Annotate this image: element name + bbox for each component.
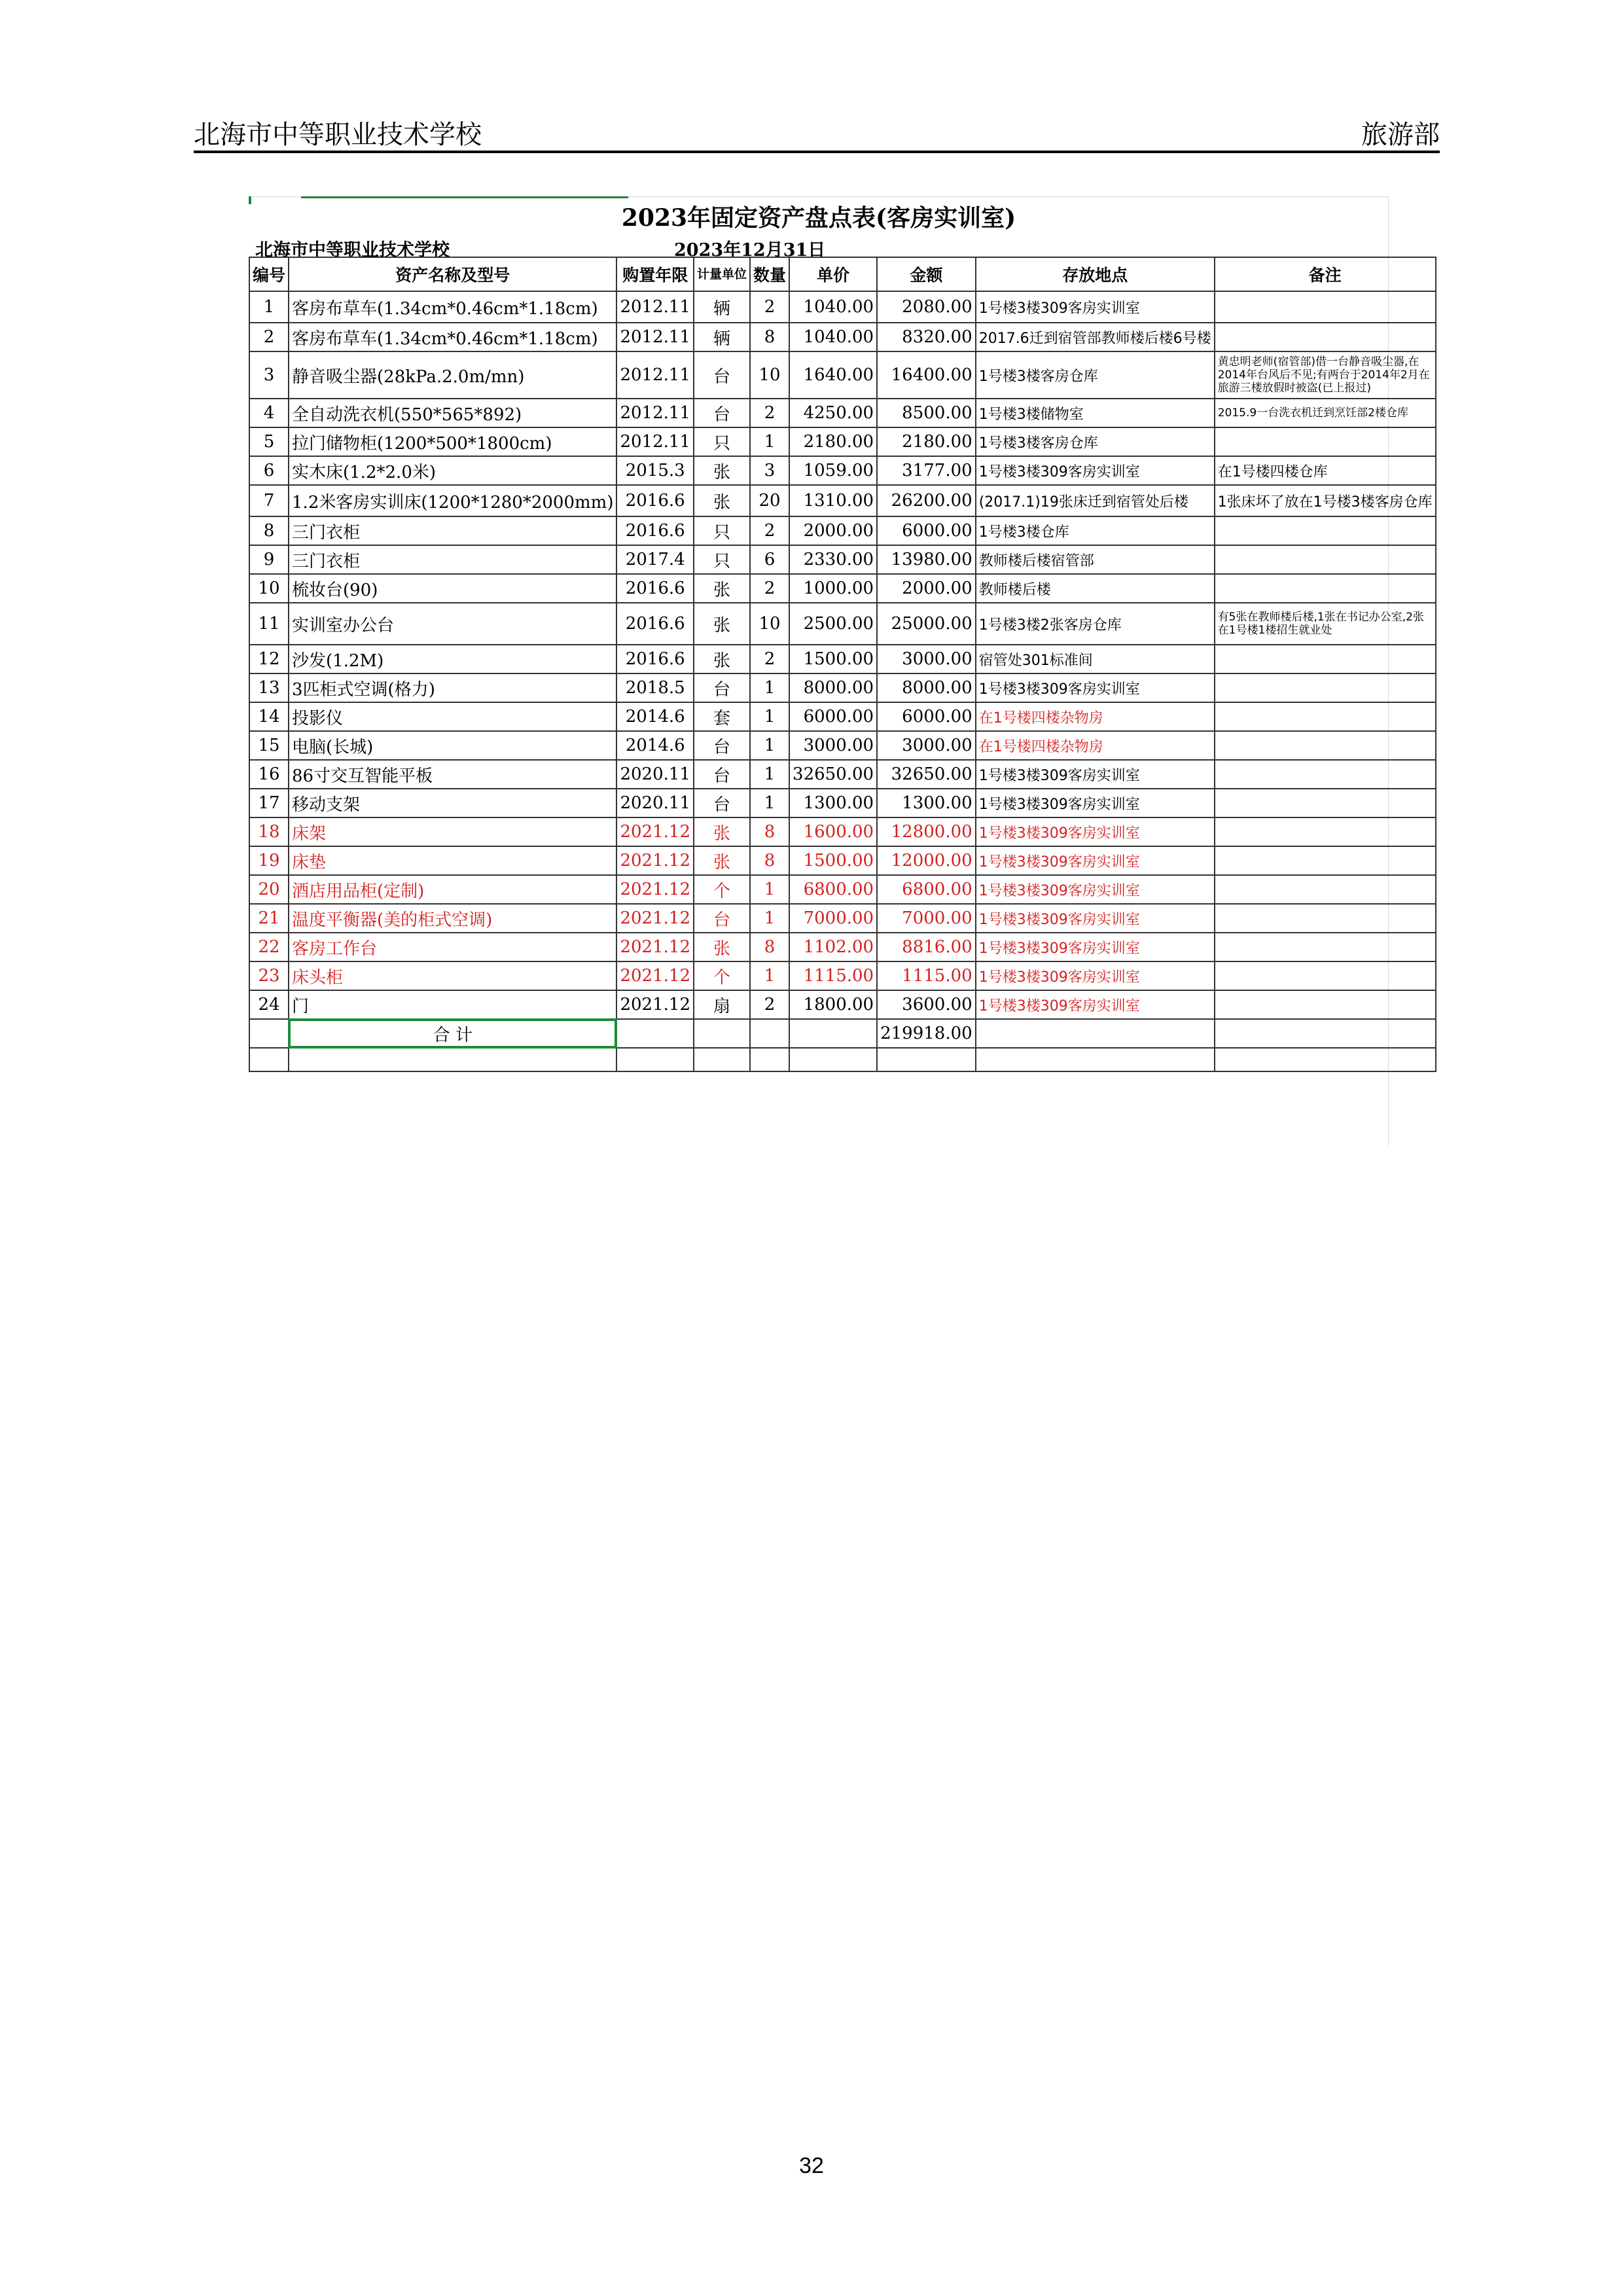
cell-price: 8000.00: [789, 673, 877, 702]
cell-qty: 3: [750, 456, 789, 485]
table-row: [249, 904, 1436, 933]
cell-location: 1号楼3楼309客房实训室: [976, 904, 1215, 933]
cell-unit: 只: [694, 545, 750, 574]
cell-location: 1号楼3楼309客房实训室: [976, 817, 1215, 846]
cell-remarks: [1215, 933, 1436, 961]
cell-amount: 2000.00: [877, 574, 976, 603]
cell-location: 1号楼3楼309客房实训室: [976, 933, 1215, 961]
cell-price: 1600.00: [789, 817, 877, 846]
cell-name: 实训室办公台: [289, 603, 616, 645]
col-no: 编号: [249, 257, 289, 291]
cell-amount: 8000.00: [877, 673, 976, 702]
col-year: 购置年限: [616, 257, 694, 291]
cell-remarks: [1215, 731, 1436, 760]
cell-remarks: [1215, 323, 1436, 351]
cell-location: 1号楼3楼309客房实训室: [976, 875, 1215, 904]
cell-location: 1号楼3楼309客房实训室: [976, 789, 1215, 817]
cell-qty: 8: [750, 817, 789, 846]
cell-unit: 张: [694, 574, 750, 603]
cell-price: 1310.00: [789, 485, 877, 516]
cell-no: 2: [249, 323, 289, 351]
table-row: [249, 933, 1436, 961]
cell-price: 2000.00: [789, 516, 877, 545]
table-row: [249, 323, 1436, 351]
cell-year: 2016.6: [616, 603, 694, 645]
cell-no: 5: [249, 427, 289, 456]
cell-location: 1号楼3楼309客房实训室: [976, 990, 1215, 1019]
cell-location: 教师楼后楼: [976, 574, 1215, 603]
cell-amount: 8320.00: [877, 323, 976, 351]
cell-unit: 张: [694, 456, 750, 485]
cell-unit: 张: [694, 485, 750, 516]
cell-year: 2012.11: [616, 427, 694, 456]
cell-price: 1115.00: [789, 961, 877, 990]
cell-name: 温度平衡器(美的柜式空调): [289, 904, 616, 933]
table-row: [249, 760, 1436, 789]
cell-unit: 辆: [694, 323, 750, 351]
cell-amount: 25000.00: [877, 603, 976, 645]
cell-unit: 张: [694, 817, 750, 846]
cell-no: 24: [249, 990, 289, 1019]
cell-year: 2021.12: [616, 846, 694, 875]
cell-no: 12: [249, 645, 289, 673]
cell-remarks: [1215, 875, 1436, 904]
cell-unit: 张: [694, 603, 750, 645]
table-header-row: [249, 257, 1436, 291]
cell-no: 19: [249, 846, 289, 875]
cell-empty: [750, 1048, 789, 1071]
col-price: 单价: [789, 257, 877, 291]
cell-year: 2021.12: [616, 933, 694, 961]
cell-remarks: 有5张在教师楼后楼,1张在书记办公室,2张在1号楼1楼招生就业处: [1215, 603, 1436, 645]
page-header: [194, 110, 1440, 153]
table-row: [249, 485, 1436, 516]
cell-name: 客房工作台: [289, 933, 616, 961]
page-number: 32: [799, 2153, 824, 2178]
cell-name: 客房布草车(1.34cm*0.46cm*1.18cm): [289, 291, 616, 323]
cell-amount: 2180.00: [877, 427, 976, 456]
cell-empty: [1215, 1019, 1436, 1048]
cell-qty: 1: [750, 702, 789, 731]
cell-year: 2021.12: [616, 990, 694, 1019]
cell-qty: 8: [750, 846, 789, 875]
cell-price: 1040.00: [789, 291, 877, 323]
cell-unit: 套: [694, 702, 750, 731]
inventory-sheet: [249, 196, 1433, 1145]
cell-qty: 1: [750, 904, 789, 933]
cell-year: 2015.3: [616, 456, 694, 485]
cell-year: 2012.11: [616, 399, 694, 427]
cell-price: 3000.00: [789, 731, 877, 760]
cell-unit: 只: [694, 516, 750, 545]
table-row: [249, 645, 1436, 673]
col-name: 资产名称及型号: [289, 257, 616, 291]
cell-remarks: [1215, 516, 1436, 545]
cell-empty: [877, 1048, 976, 1071]
selection-marker-top: [301, 196, 628, 198]
cell-empty: [694, 1048, 750, 1071]
cell-unit: 张: [694, 645, 750, 673]
cell-price: 1102.00: [789, 933, 877, 961]
cell-amount: 7000.00: [877, 904, 976, 933]
cell-name: 床头柜: [289, 961, 616, 990]
cell-year: 2016.6: [616, 645, 694, 673]
cell-amount: 16400.00: [877, 351, 976, 399]
cell-no: 16: [249, 760, 289, 789]
cell-location: 宿管处301标准间: [976, 645, 1215, 673]
cell-price: 1059.00: [789, 456, 877, 485]
col-remarks: 备注: [1215, 257, 1436, 291]
cell-name: 沙发(1.2M): [289, 645, 616, 673]
cell-location: 1号楼3楼309客房实训室: [976, 760, 1215, 789]
table-row: [249, 351, 1436, 399]
cell-year: 2021.12: [616, 904, 694, 933]
cell-price: 6000.00: [789, 702, 877, 731]
cell-empty: [694, 1019, 750, 1048]
cell-year: 2017.4: [616, 545, 694, 574]
cell-no: 1: [249, 291, 289, 323]
cell-qty: 2: [750, 574, 789, 603]
cell-empty: [249, 1048, 289, 1071]
cell-amount: 8500.00: [877, 399, 976, 427]
table-row: [249, 846, 1436, 875]
cell-empty: [976, 1019, 1215, 1048]
cell-qty: 2: [750, 645, 789, 673]
cell-no: 22: [249, 933, 289, 961]
cell-remarks: 2015.9一台洗衣机迁到烹饪部2楼仓库: [1215, 399, 1436, 427]
cell-remarks: [1215, 760, 1436, 789]
cell-amount: 12800.00: [877, 817, 976, 846]
cell-amount: 2080.00: [877, 291, 976, 323]
cell-location: 2017.6迁到宿管部教师楼后楼6号楼: [976, 323, 1215, 351]
cell-no: 17: [249, 789, 289, 817]
cell-unit: 张: [694, 933, 750, 961]
cell-amount: 26200.00: [877, 485, 976, 516]
cell-year: 2012.11: [616, 323, 694, 351]
cell-price: 7000.00: [789, 904, 877, 933]
cell-no: 3: [249, 351, 289, 399]
table-row: [249, 603, 1436, 645]
cell-remarks: [1215, 846, 1436, 875]
table-row: [249, 789, 1436, 817]
cell-price: 1000.00: [789, 574, 877, 603]
cell-location: (2017.1)19张床迁到宿管处后楼: [976, 485, 1215, 516]
table-row: [249, 731, 1436, 760]
cell-price: 2500.00: [789, 603, 877, 645]
cell-unit: 个: [694, 875, 750, 904]
table-row: [249, 456, 1436, 485]
cell-location: 1号楼3楼309客房实训室: [976, 846, 1215, 875]
cell-location: 1号楼3楼客房仓库: [976, 351, 1215, 399]
cell-qty: 1: [750, 875, 789, 904]
sheet-school: 北海市中等职业技术学校: [255, 240, 450, 260]
cell-empty: [789, 1048, 877, 1071]
cell-empty: [616, 1019, 694, 1048]
table-row: [249, 399, 1436, 427]
table-row: [249, 702, 1436, 731]
cell-unit: 扇: [694, 990, 750, 1019]
header-department: 旅游部: [1361, 120, 1440, 150]
cell-year: 2016.6: [616, 574, 694, 603]
cell-remarks: 在1号楼四楼仓库: [1215, 456, 1436, 485]
cell-price: 1800.00: [789, 990, 877, 1019]
cell-location: 1号楼3楼仓库: [976, 516, 1215, 545]
cell-year: 2016.6: [616, 516, 694, 545]
cell-qty: 20: [750, 485, 789, 516]
cell-amount: 1115.00: [877, 961, 976, 990]
cell-remarks: [1215, 702, 1436, 731]
cell-empty: [249, 1019, 289, 1048]
table-row: [249, 875, 1436, 904]
cell-qty: 1: [750, 760, 789, 789]
cell-unit: 台: [694, 351, 750, 399]
cell-empty: [616, 1048, 694, 1071]
cell-location: 1号楼3楼储物室: [976, 399, 1215, 427]
cell-remarks: [1215, 817, 1436, 846]
cell-price: 6800.00: [789, 875, 877, 904]
cell-qty: 1: [750, 961, 789, 990]
cell-no: 10: [249, 574, 289, 603]
cell-name: 客房布草车(1.34cm*0.46cm*1.18cm): [289, 323, 616, 351]
cell-no: 18: [249, 817, 289, 846]
cell-no: 8: [249, 516, 289, 545]
cell-name: 三门衣柜: [289, 545, 616, 574]
cell-year: 2020.11: [616, 760, 694, 789]
cell-remarks: [1215, 990, 1436, 1019]
cell-qty: 1: [750, 427, 789, 456]
cell-amount: 32650.00: [877, 760, 976, 789]
cell-unit: 辆: [694, 291, 750, 323]
table-row: [249, 545, 1436, 574]
cell-name: 1.2米客房实训床(1200*1280*2000mm): [289, 485, 616, 516]
cell-unit: 台: [694, 399, 750, 427]
cell-name: 86寸交互智能平板: [289, 760, 616, 789]
cell-name: 实木床(1.2*2.0米): [289, 456, 616, 485]
cell-remarks: [1215, 904, 1436, 933]
cell-amount: 3000.00: [877, 731, 976, 760]
cell-name: 三门衣柜: [289, 516, 616, 545]
sheet-title: 2023年固定资产盘点表(客房实训室): [621, 204, 1016, 232]
cell-amount: 3000.00: [877, 645, 976, 673]
table-row: [249, 574, 1436, 603]
cell-price: 2330.00: [789, 545, 877, 574]
table-row: [249, 291, 1436, 323]
cell-remarks: 1张床坏了放在1号楼3楼客房仓库: [1215, 485, 1436, 516]
cell-no: 13: [249, 673, 289, 702]
cell-price: 2180.00: [789, 427, 877, 456]
cell-year: 2021.12: [616, 875, 694, 904]
cell-name: 移动支架: [289, 789, 616, 817]
cell-price: 1500.00: [789, 645, 877, 673]
cell-no: 20: [249, 875, 289, 904]
cell-qty: 2: [750, 990, 789, 1019]
cell-year: 2021.12: [616, 961, 694, 990]
cell-remarks: [1215, 427, 1436, 456]
cell-no: 21: [249, 904, 289, 933]
cell-year: 2014.6: [616, 702, 694, 731]
cell-no: 7: [249, 485, 289, 516]
cell-amount: 13980.00: [877, 545, 976, 574]
cell-amount: 6000.00: [877, 702, 976, 731]
cell-remarks: [1215, 545, 1436, 574]
total-row: [249, 1019, 1436, 1048]
cell-name: 静音吸尘器(28kPa.2.0m/mn): [289, 351, 616, 399]
cell-location: 在1号楼四楼杂物房: [976, 731, 1215, 760]
cell-empty: [289, 1048, 616, 1071]
cell-amount: 1300.00: [877, 789, 976, 817]
blank-row: [249, 1048, 1436, 1071]
cell-remarks: [1215, 789, 1436, 817]
cell-no: 4: [249, 399, 289, 427]
cell-year: 2020.11: [616, 789, 694, 817]
cell-year: 2012.11: [616, 351, 694, 399]
cell-name: 3匹柜式空调(格力): [289, 673, 616, 702]
cell-unit: 台: [694, 731, 750, 760]
cell-year: 2012.11: [616, 291, 694, 323]
cell-amount: 3177.00: [877, 456, 976, 485]
cell-qty: 2: [750, 399, 789, 427]
cell-qty: 1: [750, 789, 789, 817]
cell-location: 1号楼3楼309客房实训室: [976, 291, 1215, 323]
cell-unit: 台: [694, 760, 750, 789]
cell-year: 2016.6: [616, 485, 694, 516]
cell-location: 1号楼3楼客房仓库: [976, 427, 1215, 456]
cell-qty: 8: [750, 933, 789, 961]
cell-remarks: [1215, 645, 1436, 673]
cell-qty: 10: [750, 351, 789, 399]
cell-price: 32650.00: [789, 760, 877, 789]
cell-location: 1号楼3楼2张客房仓库: [976, 603, 1215, 645]
header-school: 北海市中等职业技术学校: [194, 120, 482, 150]
cell-unit: 只: [694, 427, 750, 456]
cell-remarks: [1215, 961, 1436, 990]
cell-price: 1040.00: [789, 323, 877, 351]
cell-qty: 6: [750, 545, 789, 574]
cell-name: 投影仪: [289, 702, 616, 731]
cell-no: 9: [249, 545, 289, 574]
cell-name: 床架: [289, 817, 616, 846]
table-row: [249, 516, 1436, 545]
cell-empty: [1215, 1048, 1436, 1071]
table-row: [249, 817, 1436, 846]
inventory-table: [249, 257, 1436, 1072]
cell-year: 2014.6: [616, 731, 694, 760]
cell-unit: 台: [694, 673, 750, 702]
cell-location: 在1号楼四楼杂物房: [976, 702, 1215, 731]
cell-no: 6: [249, 456, 289, 485]
cell-amount: 6000.00: [877, 516, 976, 545]
cell-unit: 台: [694, 789, 750, 817]
cell-name: 梳妆台(90): [289, 574, 616, 603]
cell-qty: 2: [750, 516, 789, 545]
table-row: [249, 990, 1436, 1019]
cell-empty: [750, 1019, 789, 1048]
cell-qty: 1: [750, 673, 789, 702]
cell-amount: 3600.00: [877, 990, 976, 1019]
cell-amount: 6800.00: [877, 875, 976, 904]
col-amount: 金额: [877, 257, 976, 291]
cell-qty: 1: [750, 731, 789, 760]
cell-no: 15: [249, 731, 289, 760]
cell-no: 14: [249, 702, 289, 731]
sheet-date: 2023年12月31日: [674, 240, 826, 260]
cell-no: 11: [249, 603, 289, 645]
cell-empty: [976, 1048, 1215, 1071]
table-row: [249, 961, 1436, 990]
cell-no: 23: [249, 961, 289, 990]
table-row: [249, 427, 1436, 456]
cell-amount: 8816.00: [877, 933, 976, 961]
cell-qty: 10: [750, 603, 789, 645]
cell-empty: [789, 1019, 877, 1048]
cell-year: 2021.12: [616, 817, 694, 846]
cell-name: 床垫: [289, 846, 616, 875]
cell-name: 拉门储物柜(1200*500*1800cm): [289, 427, 616, 456]
cell-location: 1号楼3楼309客房实训室: [976, 673, 1215, 702]
cell-qty: 2: [750, 291, 789, 323]
cell-remarks: [1215, 574, 1436, 603]
cell-location: 1号楼3楼309客房实训室: [976, 456, 1215, 485]
col-qty: 数量: [750, 257, 789, 291]
cell-name: 全自动洗衣机(550*565*892): [289, 399, 616, 427]
cell-location: 1号楼3楼309客房实训室: [976, 961, 1215, 990]
cell-qty: 8: [750, 323, 789, 351]
cell-price: 1300.00: [789, 789, 877, 817]
cell-unit: 个: [694, 961, 750, 990]
cell-price: 4250.00: [789, 399, 877, 427]
cell-price: 1640.00: [789, 351, 877, 399]
table-row: [249, 673, 1436, 702]
cell-name: 门: [289, 990, 616, 1019]
cell-price: 1500.00: [789, 846, 877, 875]
cell-remarks: [1215, 291, 1436, 323]
col-location: 存放地点: [976, 257, 1215, 291]
cell-year: 2018.5: [616, 673, 694, 702]
cell-unit: 张: [694, 846, 750, 875]
cell-unit: 台: [694, 904, 750, 933]
col-unit: 计量单位: [694, 257, 750, 291]
cell-name: 酒店用品柜(定制): [289, 875, 616, 904]
total-label: 合 计: [289, 1019, 616, 1048]
cell-name: 电脑(长城): [289, 731, 616, 760]
cell-location: 教师楼后楼宿管部: [976, 545, 1215, 574]
total-amount: 219918.00: [877, 1019, 976, 1048]
cell-remarks: [1215, 673, 1436, 702]
table-body: [249, 291, 1436, 1071]
cell-remarks: 黄忠明老师(宿管部)借一台静音吸尘器,在2014年台风后不见;有两台于2014年2月在旅游三楼放假时被盗(已上报过): [1215, 351, 1436, 399]
cell-amount: 12000.00: [877, 846, 976, 875]
